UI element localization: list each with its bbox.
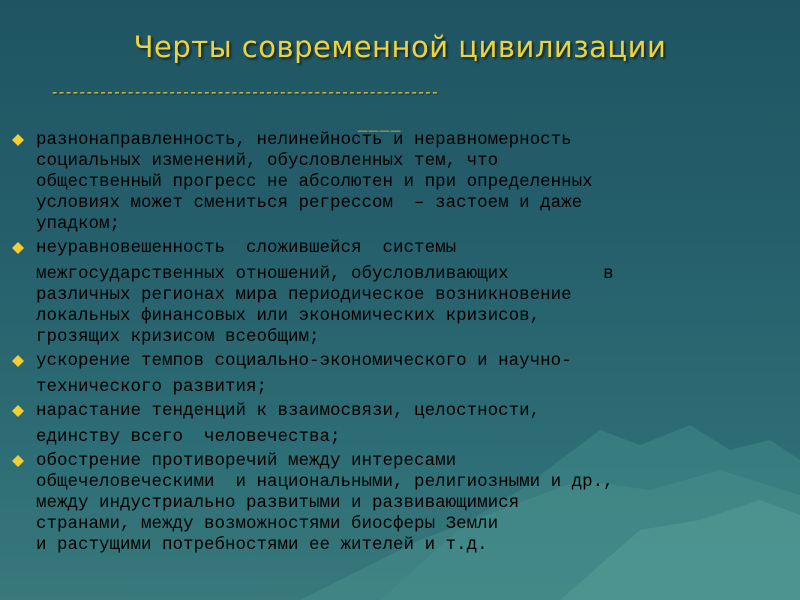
bullet-text-line: условиях может смениться регрессом – застоем и даже bbox=[36, 193, 583, 213]
bullet-text-line: социальных изменений, обусловленных тем, что bbox=[36, 151, 499, 171]
bullet-text-line: единству всего человечества; bbox=[36, 427, 341, 447]
bullet-text-line: общественный прогресс не абсолютен и при определенных bbox=[36, 172, 593, 192]
bullet-text-line: технического развития; bbox=[36, 377, 268, 397]
text-overstrike-mark bbox=[357, 128, 419, 134]
bullet-item bbox=[8, 351, 793, 398]
bullet-text-line: и растущими потребностями ее жителей и т.д. bbox=[36, 535, 488, 555]
diamond-bullet-icon bbox=[12, 455, 24, 467]
bullet-text-line: различных регионах мира периодическое возникновение bbox=[36, 285, 572, 305]
bullet-text-line: межгосударственных отношений, обусловливающих в bbox=[36, 264, 614, 284]
bullet-item bbox=[8, 238, 793, 348]
bullet-item bbox=[8, 401, 793, 448]
diamond-bullet-icon bbox=[12, 242, 24, 254]
slide-title: Черты современной цивилизации bbox=[133, 30, 667, 64]
bullet-text-line: упадком; bbox=[36, 214, 121, 234]
bullet-item bbox=[8, 130, 793, 235]
diamond-bullet-icon bbox=[12, 134, 24, 146]
diamond-bullet-icon bbox=[12, 405, 24, 417]
bullet-text-line: странами, между возможностями биосферы Земли bbox=[36, 514, 499, 534]
bullet-text-line: неуравновешенность сложившейся системы bbox=[36, 238, 457, 258]
diamond-bullet-icon bbox=[12, 355, 24, 367]
bullet-item bbox=[8, 451, 793, 556]
bullet-text-line: обострение противоречий между интересами bbox=[36, 451, 457, 471]
bullet-text-line: разнонаправленность, нелинейность и неравномерность bbox=[36, 130, 572, 150]
title-divider: -------------------------------------------------------- bbox=[52, 83, 440, 101]
bullet-text-line: между индустриально развитыми и развивающимися bbox=[36, 493, 520, 513]
bullet-text-line: локальных финансовых или экономических кризисов, bbox=[36, 306, 541, 326]
bullet-text-line: нарастание тенденций к взаимосвязи, целостности, bbox=[36, 401, 541, 421]
bullet-text-line: грозящих кризисом всеобщим; bbox=[36, 327, 320, 347]
bullet-list bbox=[8, 130, 793, 559]
bullet-text-line: ускорение темпов социально-экономического и научно- bbox=[36, 351, 572, 371]
bullet-text-line: общечеловеческими и национальными, религиозными и др., bbox=[36, 472, 614, 492]
